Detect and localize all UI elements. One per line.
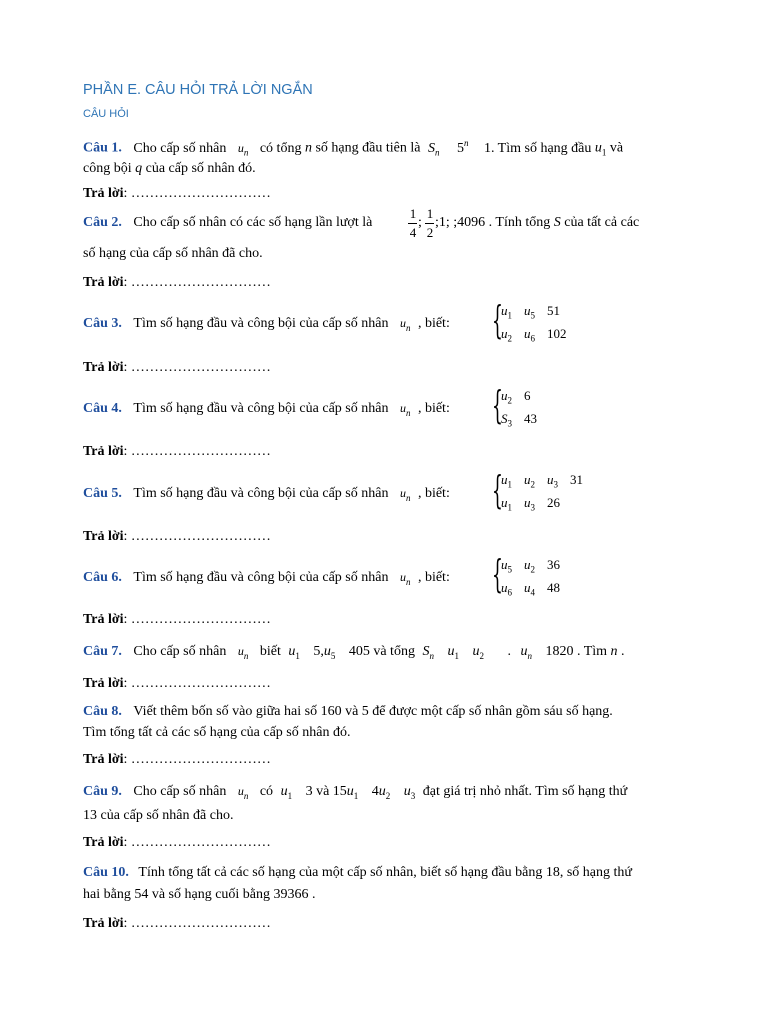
system-3-row-2: $u_2$ $u_6$ 102: [501, 326, 567, 344]
system-5-row-2: $u_1$ $u_3$ 26: [501, 495, 560, 513]
answer-1: Trả lời: …………………………: [83, 186, 271, 201]
question-8-line-1: Câu 8. Viết thêm bốn số vào giữa hai số 160 và 5 để được một cấp số nhân gồm sáu số hạng.: [83, 704, 613, 719]
question-4: Câu 4. Tìm số hạng đầu và công bội của cấp số nhân $u_n$ , biết:: [83, 401, 450, 418]
question-3-number: Câu 3.: [83, 316, 122, 331]
question-5: Câu 5. Tìm số hạng đầu và công bội của cấp số nhân $u_n$ , biết:: [83, 486, 450, 503]
answer-8: Trả lời: …………………………: [83, 752, 271, 767]
question-8-line-2: Tìm tổng tất cả các số hạng của cấp số nhân đó.: [83, 725, 351, 740]
answer-7: Trả lời: …………………………: [83, 676, 271, 691]
question-9-line-1: Câu 9. Cho cấp số nhân $u_n$ có $u_1$ 3 và $15u_1$ $4u_2$ $u_3$ đạt giá trị nhỏ nhất. Tìm số hạng thứ: [83, 784, 628, 801]
question-9-number: Câu 9.: [83, 784, 122, 799]
answer-3: Trả lời: …………………………: [83, 360, 271, 375]
system-4-row-1: $u_2$ 6: [501, 388, 531, 406]
question-10-line-1: Câu 10. Tính tổng tất cả các số hạng của một cấp số nhân, biết số hạng đầu bằng 18, số hạng thứ: [83, 865, 632, 880]
question-2-line-1: Câu 2. Cho cấp số nhân có các số hạng lần lượt là: [83, 215, 373, 230]
system-5-row-1: $u_1$ $u_2$ $u_3$ 31: [501, 472, 583, 490]
answer-4: Trả lời: …………………………: [83, 444, 271, 459]
question-10-number: Câu 10.: [83, 865, 129, 880]
question-1-number: Câu 1.: [83, 140, 122, 156]
system-brace-5: {: [492, 468, 503, 512]
question-4-number: Câu 4.: [83, 401, 122, 416]
answer-2: Trả lời: …………………………: [83, 275, 271, 290]
question-1-line-1: Câu 1. Cho cấp số nhân $u_n$ có tổng n số hạng đầu tiên là $S_n$ 5$^n$ 1. Tìm số hạng đầu $u_1$ và: [83, 138, 624, 158]
question-5-number: Câu 5.: [83, 486, 122, 501]
question-1-line-2: công bội q của cấp số nhân đó.: [83, 161, 256, 176]
system-4-row-2: $S_3$ 43: [501, 411, 537, 429]
system-brace-6: {: [492, 552, 503, 596]
answer-9: Trả lời: …………………………: [83, 835, 271, 850]
question-7-number: Câu 7.: [83, 644, 122, 659]
question-3: Câu 3. Tìm số hạng đầu và công bội của cấp số nhân $u_n$ , biết:: [83, 316, 450, 333]
question-10-line-2: hai bằng 54 và số hạng cuối bằng 39366 .: [83, 887, 316, 902]
question-8-number: Câu 8.: [83, 704, 122, 719]
question-6-number: Câu 6.: [83, 570, 122, 585]
question-2-line-2: số hạng của cấp số nhân đã cho.: [83, 246, 263, 261]
question-7: Câu 7. Cho cấp số nhân $u_n$ biết $u_1$ $5,u_5$ 405 và tổng $S_n$ $u_1$ $u_2$ . $u_n$ 1820 . Tìm n .: [83, 644, 625, 661]
answer-10: Trả lời: …………………………: [83, 916, 271, 931]
question-9-line-2: 13 của cấp số nhân đã cho.: [83, 808, 234, 823]
system-3-row-1: $u_1$ $u_5$ 51: [501, 303, 560, 321]
system-brace-4: {: [492, 383, 503, 427]
section-subtitle: CÂU HỎI: [83, 108, 129, 120]
question-2-number: Câu 2.: [83, 215, 122, 230]
system-6-row-2: $u_6$ $u_4$ 48: [501, 580, 560, 598]
system-brace-3: {: [492, 298, 503, 342]
section-title: PHẦN E. CÂU HỎI TRẢ LỜI NGẮN: [83, 82, 313, 98]
answer-5: Trả lời: …………………………: [83, 529, 271, 544]
question-6: Câu 6. Tìm số hạng đầu và công bội của cấp số nhân $u_n$ , biết:: [83, 570, 450, 587]
answer-6: Trả lời: …………………………: [83, 612, 271, 627]
system-6-row-1: $u_5$ $u_2$ 36: [501, 557, 560, 575]
